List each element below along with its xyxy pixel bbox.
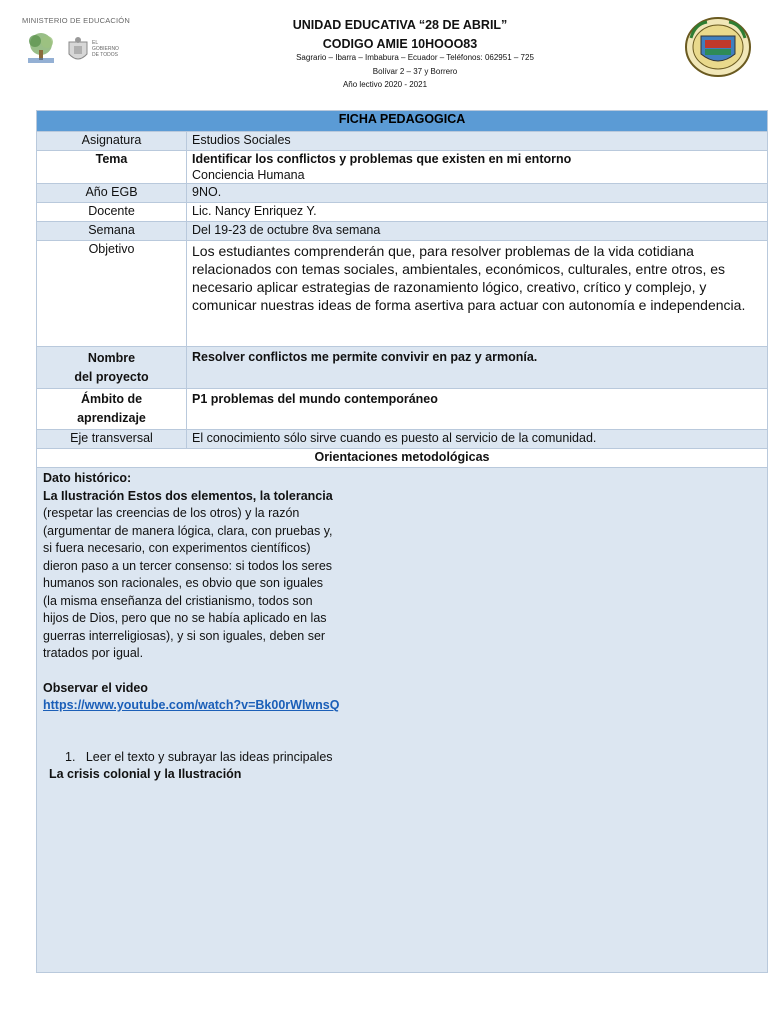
school-crest-icon <box>683 16 753 78</box>
value-proyecto: Resolver conflictos me permite convivir en paz y armonía. <box>187 347 768 389</box>
ficha-title: FICHA PEDAGOGICA <box>37 111 768 132</box>
task-item <box>43 749 761 767</box>
dato-line: guerras interreligiosas), y si son iguales, deben ser <box>43 628 326 643</box>
gov-label-line: GOBIERNO <box>92 46 119 52</box>
section-subtitle: La crisis colonial y la Ilustración <box>49 767 242 781</box>
row-orientaciones-body <box>37 468 768 973</box>
dato-line: dieron paso a un tercer consenso: si todos los seres <box>43 558 333 573</box>
row-proyecto <box>37 347 768 389</box>
label-semana: Semana <box>37 222 187 241</box>
ficha-pedagogica <box>36 110 767 973</box>
tema-main: Identificar los conflictos y problemas que existen en mi entorno <box>192 152 572 166</box>
label-ambito-line: aprendizaje <box>77 411 146 425</box>
label-anio: Año EGB <box>37 184 187 203</box>
label-eje: Eje transversal <box>37 430 187 449</box>
gov-label-line: DE TODOS <box>92 52 118 58</box>
row-orientaciones-title <box>37 449 768 468</box>
label-asignatura: Asignatura <box>37 132 187 151</box>
gov-label-line: EL <box>92 40 99 46</box>
label-tema: Tema <box>37 151 187 184</box>
label-proyecto-line: Nombre <box>87 351 136 365</box>
ministry-label: MINISTERIO DE EDUCACIÓN <box>22 16 130 25</box>
dato-line: (argumentar de manera lógica, clara, con pruebas y, <box>43 523 333 538</box>
label-objetivo: Objetivo <box>37 241 187 347</box>
ficha-header-row <box>37 111 768 132</box>
dato-line: humanos son racionales, es obvio que son iguales <box>43 576 324 590</box>
dato-line: si fuera necesario, con experimentos científicos) <box>43 541 311 555</box>
row-eje <box>37 430 768 449</box>
row-docente <box>37 203 768 222</box>
dato-line: La Ilustración Estos dos elementos, la tolerancia <box>43 488 333 503</box>
tema-secondary: Conciencia Humana <box>192 168 305 182</box>
orientaciones-body <box>37 468 768 973</box>
orientaciones-title: Orientaciones metodológicas <box>37 449 768 468</box>
row-tema <box>37 151 768 184</box>
tree-logo-icon <box>24 30 58 66</box>
ministry-logo <box>22 16 130 72</box>
label-proyecto-line: del proyecto <box>74 370 149 384</box>
row-asignatura <box>37 132 768 151</box>
dato-line: (la misma enseñanza del cristianismo, todos son <box>43 593 313 608</box>
school-year: Año lectivo 2020 - 2021 <box>342 80 428 89</box>
label-ambito <box>37 389 187 430</box>
school-street: Bolívar 2 – 37 y Borrero <box>372 67 458 76</box>
dato-title: Dato histórico: <box>43 471 132 485</box>
value-objetivo: Los estudiantes comprenderán que, para resolver problemas de la vida cotidiana relacionados con temas sociales, ambientales, económicos, culturales, entre otros, es necesario aplicar estrategias de razonamiento lógico, creativo, crítico y complejo, y comunicar nuestras ideas de forma asertiva para actuar con autonomía e independencia. <box>187 241 768 347</box>
school-address: Sagrario – Ibarra – Imbabura – Ecuador – Teléfonos: 062951 – 725 <box>296 53 534 62</box>
dato-line: tratados por igual. <box>43 646 144 660</box>
task-text: Leer el texto y subrayar las ideas principales <box>85 749 333 764</box>
video-title: Observar el video <box>43 680 148 695</box>
ficha-table <box>36 110 768 973</box>
task-number: 1. <box>65 749 76 764</box>
amie-code: CODIGO AMIE 10HOOO83 <box>322 37 478 51</box>
row-semana <box>37 222 768 241</box>
dato-line: (respetar las creencias de los otros) y la razón <box>43 506 300 520</box>
government-label <box>92 40 119 58</box>
value-tema <box>187 151 768 184</box>
value-docente: Lic. Nancy Enriquez Y. <box>187 203 768 222</box>
label-ambito-line: Ámbito de <box>80 392 143 406</box>
value-asignatura: Estudios Sociales <box>187 132 768 151</box>
label-docente: Docente <box>37 203 187 222</box>
coat-of-arms-icon <box>66 36 90 66</box>
body-content <box>43 470 761 784</box>
value-ambito: P1 problemas del mundo contemporáneo <box>187 389 768 430</box>
school-name: UNIDAD EDUCATIVA “28 DE ABRIL” <box>292 18 508 32</box>
video-link[interactable]: https://www.youtube.com/watch?v=Bk00rWlwnsQ <box>43 698 340 712</box>
value-semana: Del 19-23 de octubre 8va semana <box>187 222 768 241</box>
row-ambito <box>37 389 768 430</box>
value-anio: 9NO. <box>187 184 768 203</box>
value-eje: El conocimiento sólo sirve cuando es puesto al servicio de la comunidad. <box>187 430 768 449</box>
label-proyecto <box>37 347 187 389</box>
row-objetivo <box>37 241 768 347</box>
row-anio <box>37 184 768 203</box>
dato-line: hijos de Dios, pero que no se había aplicado en las <box>43 611 327 625</box>
